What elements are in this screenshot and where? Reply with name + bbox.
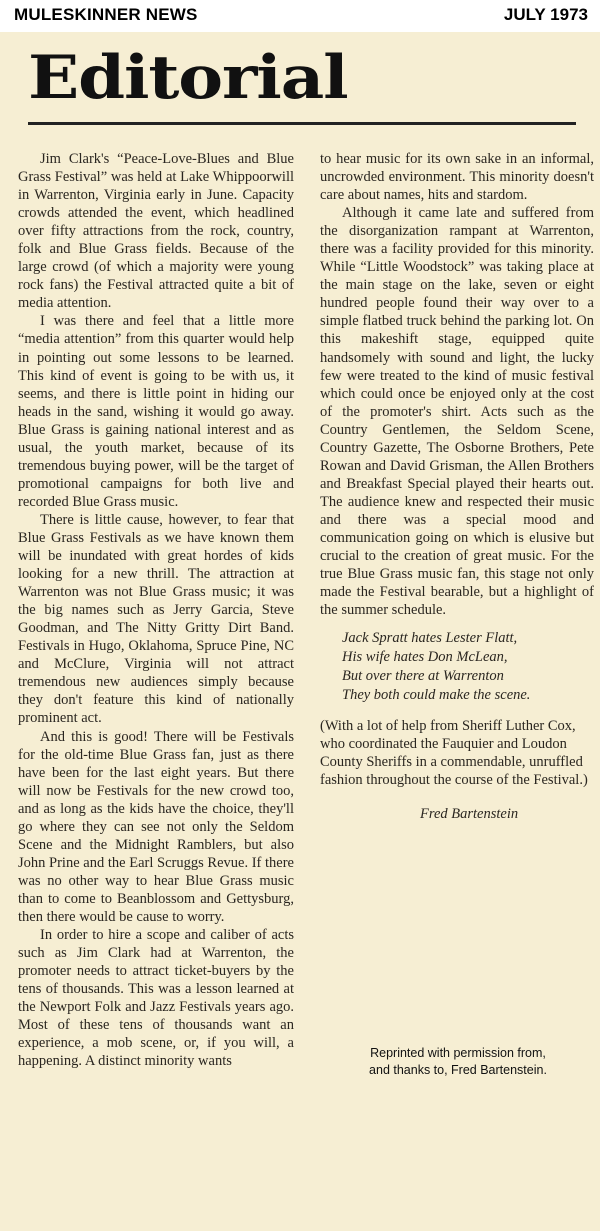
title-divider bbox=[28, 122, 576, 125]
reprint-line: and thanks to, Fred Bartenstein. bbox=[369, 1063, 547, 1077]
poem-line: They both could make the scene. bbox=[342, 687, 531, 704]
paragraph: There is little cause, however, to fear that Blue Grass Festivals as we have known them will be inundated with great hordes of kids looking for a new thrill. The attraction at Warrenton was not Blue Grass music; it was the big names such as Jerry Garcia, Steve Goodman, and The Nitty Gritty Dirt Band. Festivals in Hugo, Oklahoma, Spruce Pine, NC and McClure, Virginia will not attract tremendous new audiences simply because they don't feature this kind of nationally prominent act. bbox=[18, 511, 294, 727]
author-signature: Fred Bartenstein bbox=[420, 806, 519, 823]
publication-name: MULESKINNER NEWS bbox=[14, 5, 198, 24]
right-column bbox=[320, 150, 594, 823]
reprint-notice bbox=[322, 1045, 594, 1079]
header-bar bbox=[0, 0, 600, 32]
paragraph: In order to hire a scope and caliber of acts such as Jim Clark had at Warrenton, the promoter needs to attract ticket-buyers by the tens of thousands. This was a lesson learned at the Newport Folk and Jazz Festivals years ago. Most of these tens of thousands want an experience, a mob scene, or, if you will, a happening. A distinct minority wants bbox=[18, 927, 294, 1070]
paragraph: Jim Clark's “Peace-Love-Blues and Blue Grass Festival” was held at Lake Whippoorwill in Warrenton, Virginia early in June. Capacity crowds attended the event, which headlined over fifty attractions from the rock, country, folk and Blue Grass fields. Because of the large crowd (of which a majority were young rock fans) the Festival attracted quite a bit of media attention. bbox=[18, 151, 294, 312]
left-column bbox=[18, 150, 294, 1070]
poem bbox=[342, 629, 594, 705]
poem-line: Jack Spratt hates Lester Flatt, bbox=[342, 630, 518, 647]
paragraph: And this is good! There will be Festivals for the old-time Blue Grass fan, just as there have been for the last eight years. But there will now be Festivals for the new crowd too, and as long as the kids have the choice, they'll go where they can see not only the Seldom Scene and the Midnight Ramblers, but also John Prine and the Earl Scruggs Revue. If there was no other way to hear Blue Grass music than to come to Beanblossom and Gettysburg, then there would be cause to worry. bbox=[18, 728, 294, 925]
acknowledgment-note: (With a lot of help from Sheriff Luther Cox, who coordinated the Fauquier and Loudon County Sheriffs in a commendable, unruffled fashion throughout the course of the Festival.) bbox=[320, 718, 588, 789]
paragraph: I was there and feel that a little more “media attention” from this quarter would help in pointing out some lessons to be learned. This kind of event is going to be with us, it seems, and there is little point in hiding our heads in the sand, wishing it would go away. Blue Grass is gaining national interest and as usual, the youth market, because of its tremendous buying power, will be the target of promotional campaigns for both live and recorded Blue Grass music. bbox=[18, 313, 294, 510]
paragraph: to hear music for its own sake in an informal, uncrowded environment. This minority doesn't care about names, hits and stardom. bbox=[320, 151, 594, 204]
paragraph: Although it came late and suffered from the disorganization rampant at Warrenton, there was a facility provided for this minority. While “Little Woodstock” was taking place at the main stage on the lake, seven or eight hundred people found their way over to a simple flatbed truck behind the parking lot. On this makeshift stage, equipped quite handsomely with sound and light, the lucky few were treated to the kind of music festival which could once be enjoyed only at the cost of the promoter's shirt. Acts such as the Country Gentlemen, the Seldom Scene, Country Gazette, The Osborne Brothers, Pete Rowan and David Grisman, the Allen Brothers and Breakfast Special played their hearts out. The audience knew and respected their music and there was a special mood and communication going on which is elusive but crucial to the creation of great music. For the true Blue Grass music fan, this stage not only made the Festival bearable, but a highlight of the summer schedule. bbox=[320, 205, 594, 619]
page-title: Editorial bbox=[28, 43, 348, 113]
poem-line: His wife hates Don McLean, bbox=[342, 649, 508, 666]
issue-date: JULY 1973 bbox=[503, 5, 588, 24]
reprint-line: Reprinted with permission from, bbox=[370, 1046, 546, 1060]
poem-line: But over there at Warrenton bbox=[342, 668, 504, 685]
